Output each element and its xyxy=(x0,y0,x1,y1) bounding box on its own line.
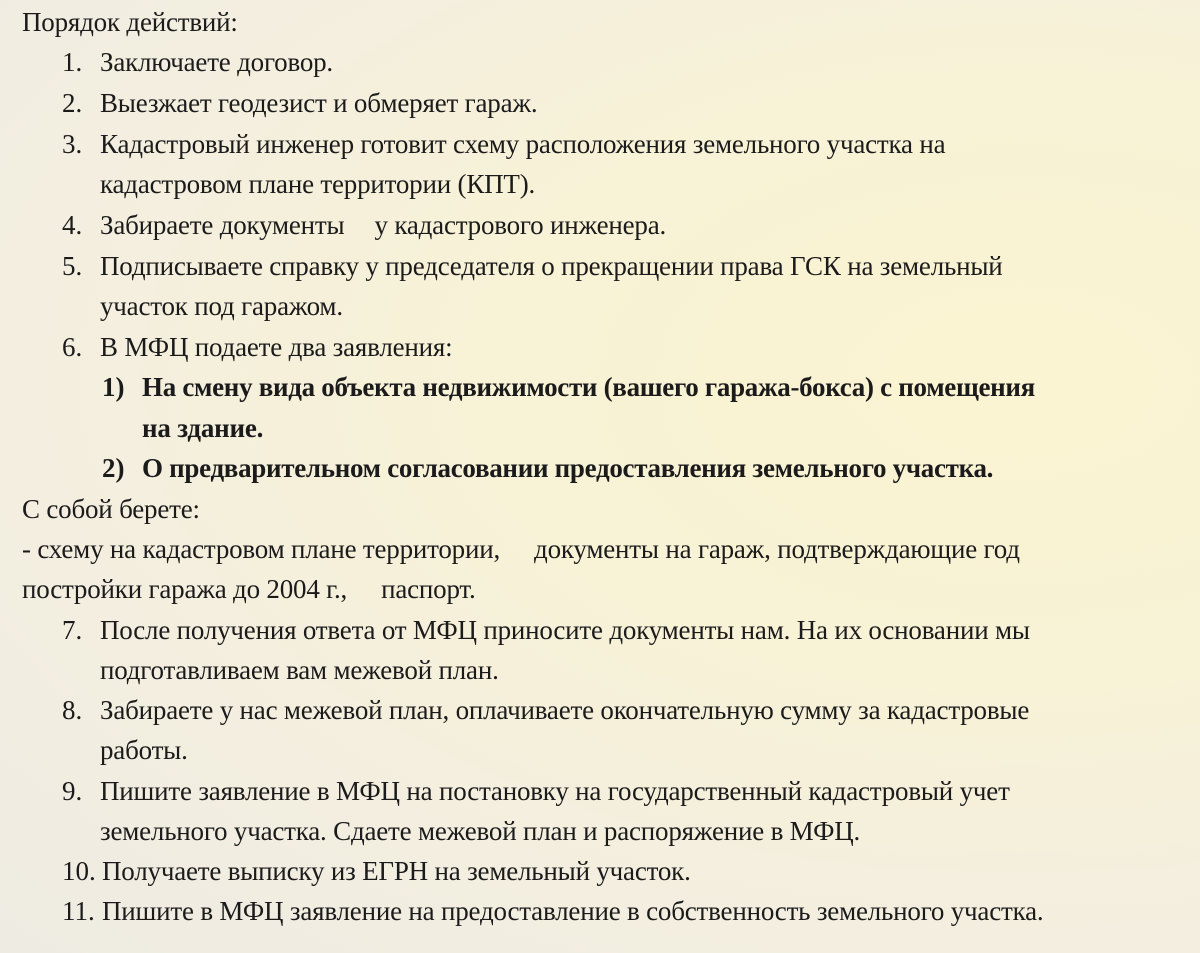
substep-text: на здание. xyxy=(142,413,264,443)
step-text: Пишите в МФЦ заявление на предоставление в собственность земельного участка. xyxy=(102,896,1044,926)
bring-text-part: документы на гараж, подтверждающие год xyxy=(534,534,1020,564)
step-text: Кадастровый инженер готовит схему расположения земельного участка на xyxy=(100,129,946,159)
step-number: 4. xyxy=(62,210,83,240)
step-text: земельного участка. Сдаете межевой план и распоряжение в МФЦ. xyxy=(100,816,861,846)
bring-text-part: постройки гаража до 2004 г., xyxy=(22,574,348,604)
step-number: 9. xyxy=(62,776,83,806)
bring-text-part: - схему на кадастровом плане территории, xyxy=(22,534,501,564)
step-text: Пишите заявление в МФЦ на постановку на государственный кадастровый учет xyxy=(100,776,1010,806)
step-text: В МФЦ подаете два заявления: xyxy=(100,332,453,362)
step-number: 10. xyxy=(62,856,96,886)
step-number: 2. xyxy=(62,88,83,118)
substep-text: О предварительном согласовании предоставления земельного участка. xyxy=(142,453,994,483)
step-text xyxy=(100,205,666,245)
step-text: кадастровом плане территории (КПТ). xyxy=(100,169,536,199)
substep-number: 1) xyxy=(102,372,125,402)
bring-heading: С собой берете: xyxy=(22,494,200,524)
step-text: Подписываете справку у председателя о прекращении права ГСК на земельный xyxy=(100,251,1003,281)
step-number: 7. xyxy=(62,615,83,645)
step-number: 3. xyxy=(62,129,83,159)
step-text: Получаете выписку из ЕГРН на земельный участок. xyxy=(102,856,691,886)
step-text-part: Забираете документы xyxy=(100,210,345,240)
step-text-part: у кадастрового инженера. xyxy=(374,210,667,240)
bring-text-part: паспорт. xyxy=(381,574,476,604)
step-text: Заключаете договор. xyxy=(100,47,333,77)
step-number: 5. xyxy=(62,251,83,281)
substep-text: На смену вида объекта недвижимости (вашего гаража-бокса) с помещения xyxy=(142,372,1035,402)
step-text: Забираете у нас межевой план, оплачиваете окончательную сумму за кадастровые xyxy=(100,695,1030,725)
step-text: Выезжает геодезист и обмеряет гараж. xyxy=(100,88,538,118)
step-number: 8. xyxy=(62,695,83,725)
heading: Порядок действий: xyxy=(22,7,238,37)
step-number: 11. xyxy=(62,896,95,926)
bring-line xyxy=(22,529,1020,569)
step-text: работы. xyxy=(100,735,188,765)
step-text: подготавливаем вам межевой план. xyxy=(100,655,499,685)
step-text: После получения ответа от МФЦ приносите документы нам. На их основании мы xyxy=(100,615,1030,645)
bring-line xyxy=(22,569,476,609)
step-number: 1. xyxy=(62,47,83,77)
step-text: участок под гаражом. xyxy=(100,291,343,321)
step-number: 6. xyxy=(62,332,83,362)
substep-number: 2) xyxy=(102,453,125,483)
